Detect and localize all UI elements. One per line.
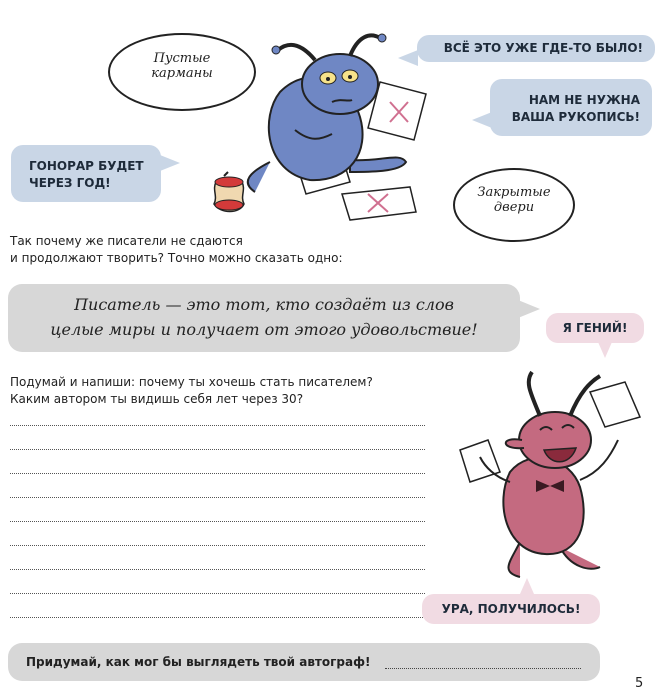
bubble-tail <box>472 112 492 128</box>
intro-text <box>10 233 343 267</box>
task-line: Подумай и напиши: почему ты хочешь стать писателем? <box>10 375 373 389</box>
bubble-text-line: Пустые <box>153 51 211 66</box>
writing-line[interactable] <box>10 425 425 426</box>
writing-line[interactable] <box>10 545 425 546</box>
quote-text <box>22 292 506 342</box>
pink-monster-illustration <box>440 362 665 594</box>
speech-bubble-fee <box>11 145 161 202</box>
writing-line[interactable] <box>10 473 425 474</box>
bubble-text: ВСЁ ЭТО УЖЕ ГДЕ-ТО БЫЛО! <box>443 41 643 55</box>
bubble-text-line: карманы <box>151 66 213 81</box>
writing-line[interactable] <box>10 569 425 570</box>
writing-line[interactable] <box>10 617 425 618</box>
autograph-line[interactable] <box>385 668 581 669</box>
bubble-tail <box>598 342 612 358</box>
quote-line: Писатель — это тот, кто создаёт из слов <box>74 295 454 314</box>
bubble-tail <box>160 155 180 171</box>
task-text <box>10 374 373 408</box>
writing-line[interactable] <box>10 593 425 594</box>
bubble-text: УРА, ПОЛУЧИЛОСЬ! <box>441 602 581 616</box>
bubble-text: Я ГЕНИЙ! <box>562 321 628 335</box>
writing-line[interactable] <box>10 497 425 498</box>
speech-bubble-closed-doors <box>453 168 575 242</box>
blue-monster-illustration <box>200 22 460 227</box>
task-line: Каким автором ты видишь себя лет через 30? <box>10 392 304 406</box>
bubble-text-line: ВАША РУКОПИСЬ! <box>511 110 640 124</box>
bubble-tail <box>520 578 534 594</box>
writing-line[interactable] <box>10 449 425 450</box>
autograph-prompt: Придумай, как мог бы выглядеть твой автограф! <box>26 655 371 669</box>
bubble-text-line: Закрытые <box>477 185 551 200</box>
intro-line: Так почему же писатели не сдаются <box>10 234 243 248</box>
quote-line: целые миры и получает от этого удовольствие! <box>50 320 478 339</box>
speech-bubble-success <box>422 594 600 624</box>
speech-bubble-genius <box>546 313 644 343</box>
bubble-text-line: двери <box>493 200 535 215</box>
page-number: 5 <box>635 676 644 691</box>
bubble-text-line: НАМ НЕ НУЖНА <box>528 93 640 107</box>
quote-box-tail <box>518 300 540 318</box>
speech-bubble-not-needed <box>490 79 652 136</box>
bubble-text-line: ЧЕРЕЗ ГОД! <box>29 176 111 190</box>
bubble-text-line: ГОНОРАР БУДЕТ <box>29 159 144 173</box>
writing-line[interactable] <box>10 521 425 522</box>
intro-line: и продолжают творить? Точно можно сказать одно: <box>10 251 343 265</box>
